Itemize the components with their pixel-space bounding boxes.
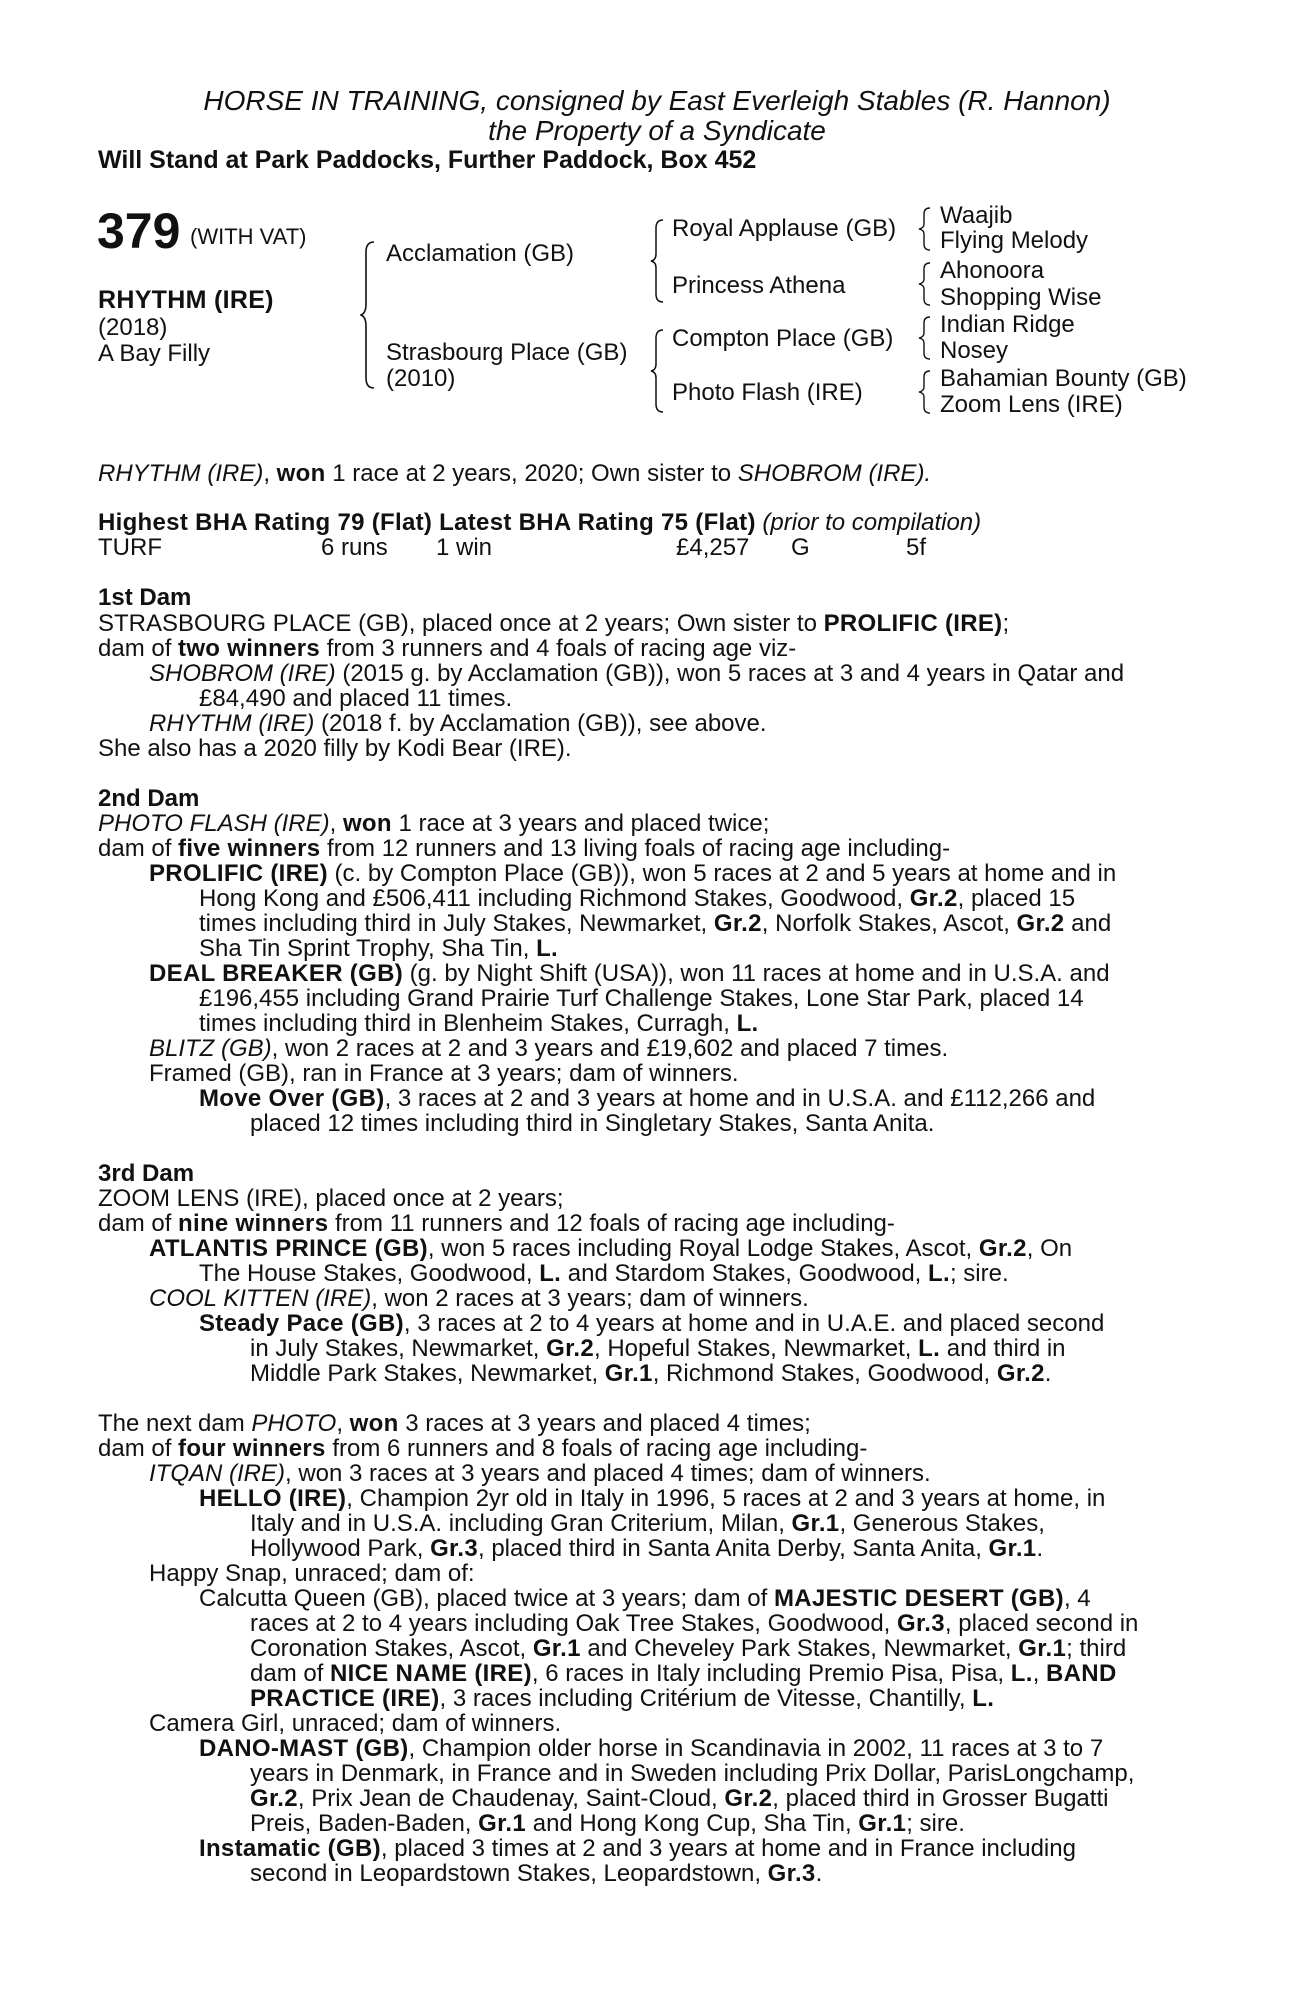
lot-number: 379 [97, 203, 181, 259]
calcutta-queen-entry-l2: races at 2 to 4 years including Oak Tree Stakes, Goodwood, Gr.3, placed second in [250, 1610, 1139, 1637]
deal-breaker-entry-l2: £196,455 including Grand Prairie Turf Challenge Stakes, Lone Star Park, placed 14 [199, 985, 1084, 1012]
consignor-line: HORSE IN TRAINING, consigned by East Everleigh Stables (R. Hannon) [203, 85, 1111, 116]
steady-pace-entry: Steady Pace (GB), 3 races at 2 to 4 years at home and in U.A.E. and placed second [199, 1310, 1105, 1337]
calcutta-queen-entry-l4: dam of NICE NAME (IRE), 6 races in Italy including Premio Pisa, Pisa, L., BAND [250, 1660, 1117, 1687]
pedigree-dds: Bahamian Bounty (GB) [940, 365, 1187, 392]
third-dam-produce: dam of nine winners from 11 runners and 12 foals of racing age including- [98, 1210, 895, 1237]
horse-year: (2018) [98, 314, 168, 341]
cool-kitten-entry: COOL KITTEN (IRE), won 2 races at 3 years; dam of winners. [149, 1285, 809, 1312]
move-over-entry-l2: placed 12 times including third in Singletary Stakes, Santa Anita. [250, 1110, 935, 1137]
stand-line: Will Stand at Park Paddocks, Further Paddock, Box 452 [98, 146, 757, 174]
pedigree-brace-ds [918, 315, 934, 361]
rating-line: Highest BHA Rating 79 (Flat) Latest BHA Rating 75 (Flat) (prior to compilation) [98, 509, 982, 536]
instamatic-entry-l2: second in Leopardstown Stakes, Leopardstown, Gr.3. [250, 1860, 823, 1887]
happy-snap-entry: Happy Snap, unraced; dam of: [149, 1560, 475, 1587]
next-dam-produce: dam of four winners from 6 runners and 8 foals of racing age including- [98, 1435, 868, 1462]
pedigree-dam-year: (2010) [386, 365, 456, 392]
third-dam-title: 3rd Dam [98, 1160, 195, 1187]
instamatic-entry: Instamatic (GB), placed 3 times at 2 and 3 years at home and in France including [199, 1835, 1076, 1862]
pedigree-brace-dam [650, 328, 668, 414]
hello-entry-l2: Italy and in U.S.A. including Gran Criterium, Milan, Gr.1, Generous Stakes, [250, 1510, 1045, 1537]
atlantis-prince-entry: ATLANTIS PRINCE (GB), won 5 races including Royal Lodge Stakes, Ascot, Gr.2, On [149, 1235, 1073, 1262]
pedigree-brace-main [360, 240, 380, 390]
rhythm-entry: RHYTHM (IRE) (2018 f. by Acclamation (GB)), see above. [149, 710, 767, 737]
pedigree-ddd: Zoom Lens (IRE) [940, 391, 1123, 418]
horse-name: RHYTHM (IRE) [98, 286, 274, 314]
itqan-entry: ITQAN (IRE), won 3 races at 3 years and placed 4 times; dam of winners. [149, 1460, 931, 1487]
pedigree-sds: Ahonoora [940, 257, 1045, 284]
pedigree-dam-dam: Photo Flash (IRE) [672, 379, 863, 406]
dano-mast-entry-l2: years in Denmark, in France and in Sweden including Prix Dollar, ParisLongchamp, [250, 1760, 1135, 1787]
camera-girl-entry: Camera Girl, unraced; dam of winners. [149, 1710, 562, 1737]
record-distance: 5f [906, 534, 927, 561]
horse-description: A Bay Filly [98, 340, 211, 367]
race-summary: RHYTHM (IRE), won 1 race at 2 years, 2020; Own sister to SHOBROM (IRE). [98, 460, 932, 487]
pedigree-brace-ss [918, 206, 934, 252]
move-over-entry: Move Over (GB), 3 races at 2 and 3 years at home and in U.S.A. and £112,266 and [199, 1085, 1096, 1112]
pedigree-ssd: Flying Melody [940, 227, 1089, 254]
first-dam-title: 1st Dam [98, 584, 192, 611]
record-earnings: £4,257 [676, 534, 750, 561]
pedigree-brace-dd [918, 369, 934, 415]
steady-pace-entry-l3: Middle Park Stakes, Newmarket, Gr.1, Richmond Stakes, Goodwood, Gr.2. [250, 1360, 1052, 1387]
deal-breaker-entry: DEAL BREAKER (GB) (g. by Night Shift (USA)), won 11 races at home and in U.S.A. and [149, 960, 1110, 987]
shobrom-entry: SHOBROM (IRE) (2015 g. by Acclamation (GB)), won 5 races at 3 and 4 years in Qatar and [149, 660, 1125, 687]
pedigree-dam: Strasbourg Place (GB) [386, 339, 628, 366]
vat-note: (WITH VAT) [190, 224, 307, 249]
first-dam-line: STRASBOURG PLACE (GB), placed once at 2 years; Own sister to PROLIFIC (IRE); [98, 610, 1010, 637]
pedigree-sdd: Shopping Wise [940, 284, 1102, 311]
third-dam-line: ZOOM LENS (IRE), placed once at 2 years; [98, 1185, 564, 1212]
dano-mast-entry-l4: Preis, Baden-Baden, Gr.1 and Hong Kong Cup, Sha Tin, Gr.1; sire. [250, 1810, 965, 1837]
property-line: the Property of a Syndicate [488, 115, 826, 146]
calcutta-queen-entry-l3: Coronation Stakes, Ascot, Gr.1 and Cheveley Park Stakes, Newmarket, Gr.1; third [250, 1635, 1127, 1662]
pedigree-brace-sire [650, 218, 668, 304]
pedigree-dss: Indian Ridge [940, 311, 1075, 338]
record-runs: 6 runs [321, 534, 388, 561]
deal-breaker-entry-l3: times including third in Blenheim Stakes, Curragh, L. [199, 1010, 759, 1037]
record-going: G [791, 534, 810, 561]
steady-pace-entry-l2: in July Stakes, Newmarket, Gr.2, Hopeful Stakes, Newmarket, L. and third in [250, 1335, 1066, 1362]
calcutta-queen-entry-l5: PRACTICE (IRE), 3 races including Critérium de Vitesse, Chantilly, L. [250, 1685, 995, 1712]
shobrom-entry-cont: £84,490 and placed 11 times. [199, 685, 513, 712]
atlantis-prince-entry-l2: The House Stakes, Goodwood, L. and Stardom Stakes, Goodwood, L.; sire. [199, 1260, 1009, 1287]
record-wins: 1 win [436, 534, 493, 561]
record-surface: TURF [98, 534, 162, 561]
blitz-entry: BLITZ (GB), won 2 races at 2 and 3 years and £19,602 and placed 7 times. [149, 1035, 949, 1062]
pedigree-dsd: Nosey [940, 337, 1009, 364]
second-dam-line: PHOTO FLASH (IRE), won 1 race at 3 years and placed twice; [98, 810, 770, 837]
pedigree-sire-dam: Princess Athena [672, 272, 846, 299]
first-dam-produce: dam of two winners from 3 runners and 4 foals of racing age viz- [98, 635, 797, 662]
pedigree-brace-sd [918, 261, 934, 307]
second-dam-produce: dam of five winners from 12 runners and 13 living foals of racing age including- [98, 835, 951, 862]
prolific-entry-l2: Hong Kong and £506,411 including Richmond Stakes, Goodwood, Gr.2, placed 15 [199, 885, 1076, 912]
pedigree-dam-sire: Compton Place (GB) [672, 325, 894, 352]
prolific-entry-l3: times including third in July Stakes, Newmarket, Gr.2, Norfolk Stakes, Ascot, Gr.2 and [199, 910, 1112, 937]
hello-entry-l3: Hollywood Park, Gr.3, placed third in Santa Anita Derby, Santa Anita, Gr.1. [250, 1535, 1044, 1562]
first-dam-also: She also has a 2020 filly by Kodi Bear (IRE). [98, 735, 572, 762]
dano-mast-entry: DANO-MAST (GB), Champion older horse in Scandinavia in 2002, 11 races at 3 to 7 [199, 1735, 1104, 1762]
next-dam-line: The next dam PHOTO, won 3 races at 3 years and placed 4 times; [98, 1410, 811, 1437]
pedigree-sss: Waajib [940, 202, 1013, 229]
framed-entry: Framed (GB), ran in France at 3 years; dam of winners. [149, 1060, 739, 1087]
dano-mast-entry-l3: Gr.2, Prix Jean de Chaudenay, Saint-Cloud, Gr.2, placed third in Grosser Bugatti [250, 1785, 1109, 1812]
prolific-entry-l4: Sha Tin Sprint Trophy, Sha Tin, L. [199, 935, 559, 962]
hello-entry: HELLO (IRE), Champion 2yr old in Italy in 1996, 5 races at 2 and 3 years at home, in [199, 1485, 1106, 1512]
pedigree-sire: Acclamation (GB) [386, 240, 575, 267]
calcutta-queen-entry: Calcutta Queen (GB), placed twice at 3 years; dam of MAJESTIC DESERT (GB), 4 [199, 1585, 1091, 1612]
pedigree-sire-sire: Royal Applause (GB) [672, 215, 897, 242]
prolific-entry: PROLIFIC (IRE) (c. by Compton Place (GB)), won 5 races at 2 and 5 years at home and in [149, 860, 1117, 887]
second-dam-title: 2nd Dam [98, 785, 200, 812]
